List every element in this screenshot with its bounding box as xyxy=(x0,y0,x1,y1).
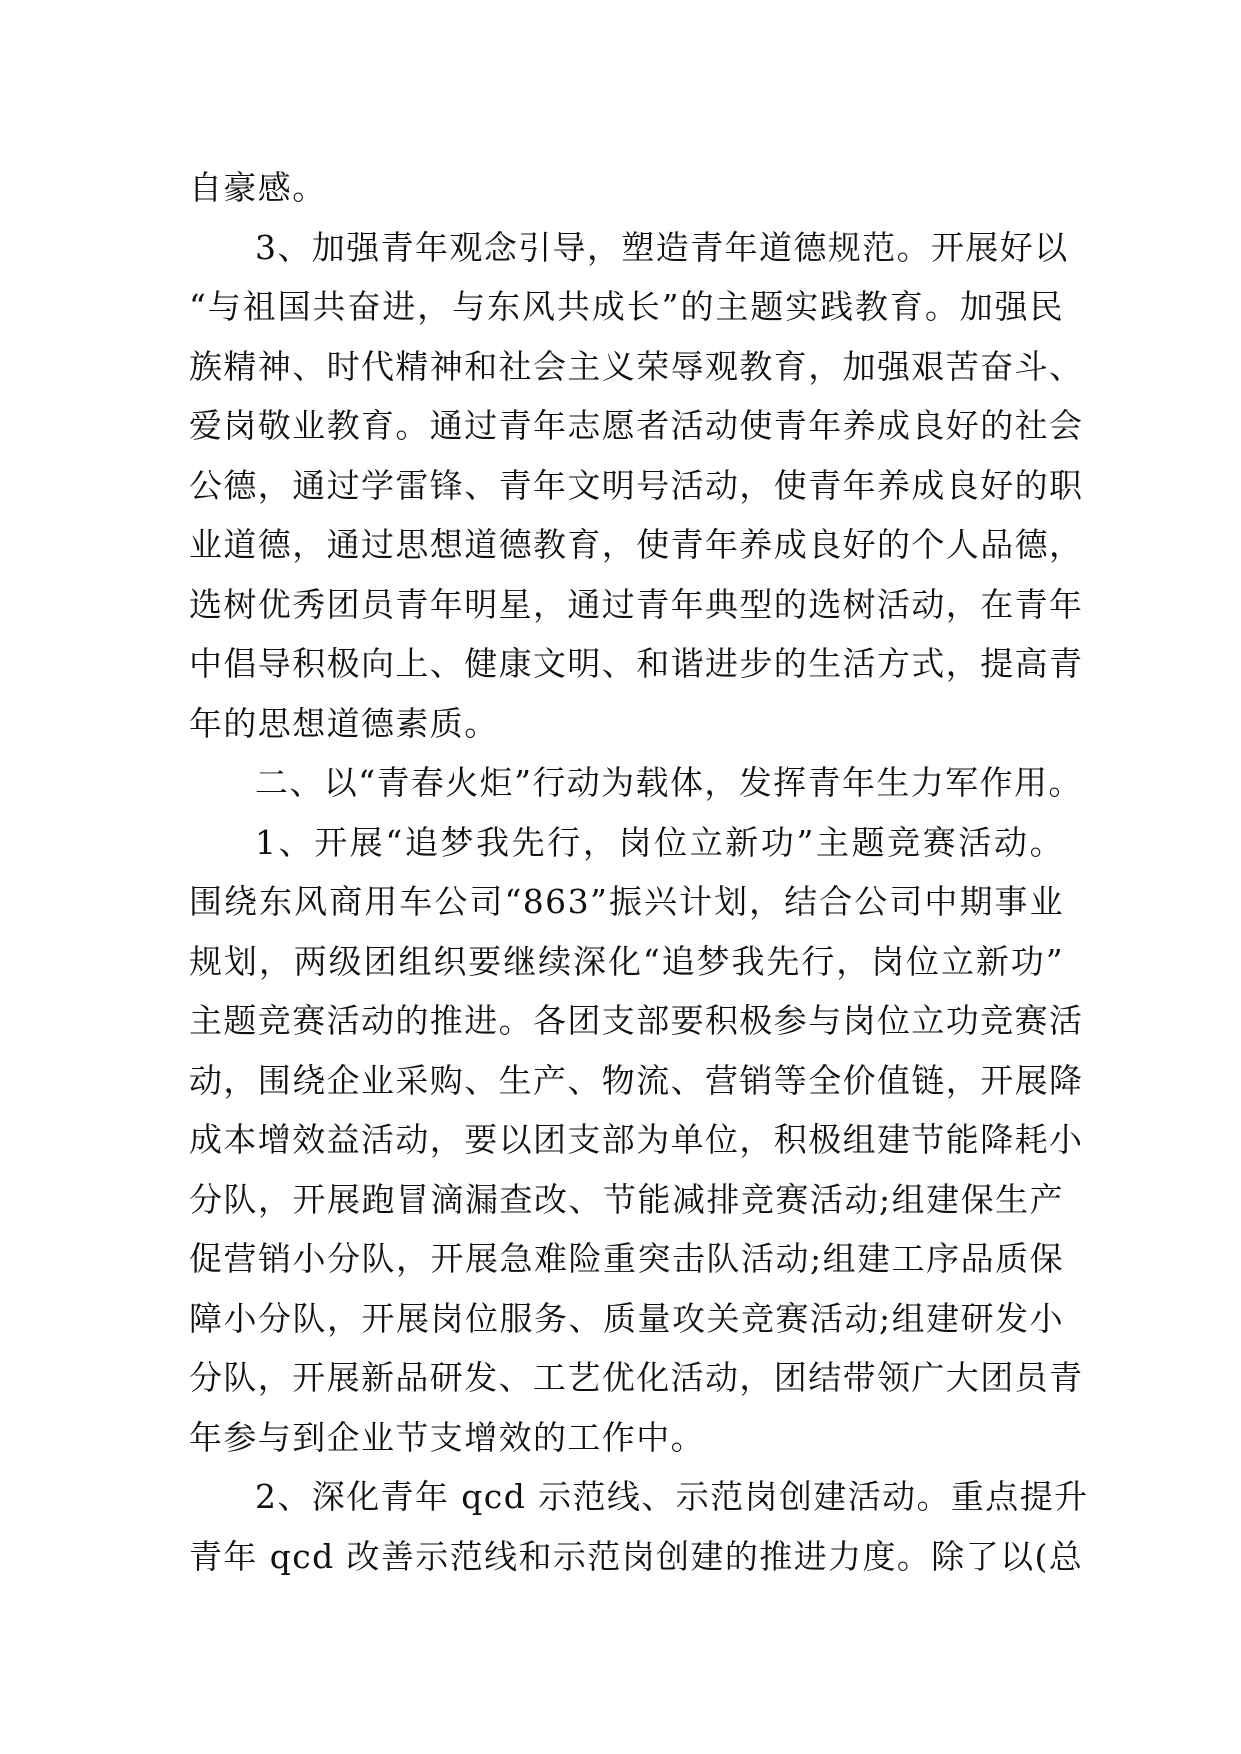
text-line: 年的思想道德素质。 xyxy=(189,703,499,743)
text-line: 3、加强青年观念引导，塑造青年道德规范。开展好以 xyxy=(255,227,1069,267)
text-line: 成本增效益活动，要以团支部为单位，积极组建节能降耗小 xyxy=(189,1120,1084,1159)
body-text xyxy=(189,158,1089,1586)
text-line: “与祖国共奋进，与东风共成长”的主题实践教育。加强民 xyxy=(189,287,1064,326)
text-line: 2、深化青年 qcd 示范线、示范岗创建活动。重点提升 xyxy=(255,1477,1089,1516)
text-line: 爱岗敬业教育。通过青年志愿者活动使青年养成良好的社会 xyxy=(189,406,1084,445)
text-line: 促营销小分队，开展急难险重突击队活动;组建工序品质保 xyxy=(189,1239,1064,1278)
text-line: 围绕东风商用车公司“863”振兴计划，结合公司中期事业 xyxy=(189,882,1064,921)
text-line: 年参与到企业节支增效的工作中。 xyxy=(189,1417,705,1457)
text-line: 选树优秀团员青年明星，通过青年典型的选树活动，在青年 xyxy=(189,584,1084,624)
text-line: 青年 qcd 改善示范线和示范岗创建的推进力度。除了以(总 xyxy=(189,1536,1084,1576)
text-line: 动，围绕企业采购、生产、物流、营销等全价值链，开展降 xyxy=(189,1060,1084,1100)
text-line: 业道德，通过思想道德教育，使青年养成良好的个人品德， xyxy=(189,525,1084,564)
text-line: 族精神、时代精神和社会主义荣辱观教育，加强艰苦奋斗、 xyxy=(189,346,1084,386)
text-line: 自豪感。 xyxy=(189,168,327,207)
text-line: 1、开展“追梦我先行，岗位立新功”主题竞赛活动。 xyxy=(255,822,1064,862)
text-line: 中倡导积极向上、健康文明、和谐进步的生活方式，提高青 xyxy=(189,644,1084,683)
text-line: 规划，两级团组织要继续深化“追梦我先行，岗位立新功” xyxy=(189,941,1064,981)
text-line: 主题竞赛活动的推进。各团支部要积极参与岗位立功竞赛活 xyxy=(189,1001,1084,1040)
text-line: 二、以“青春火炬”行动为载体，发挥青年生力军作用。 xyxy=(255,763,1083,802)
text-line: 分队，开展跑冒滴漏查改、节能减排竞赛活动;组建保生产 xyxy=(189,1179,1064,1219)
text-line: 障小分队，开展岗位服务、质量攻关竞赛活动;组建研发小 xyxy=(189,1298,1064,1338)
text-line: 分队，开展新品研发、工艺优化活动，团结带领广大团员青 xyxy=(189,1358,1084,1397)
text-line: 公德，通过学雷锋、青年文明号活动，使青年养成良好的职 xyxy=(189,465,1084,505)
